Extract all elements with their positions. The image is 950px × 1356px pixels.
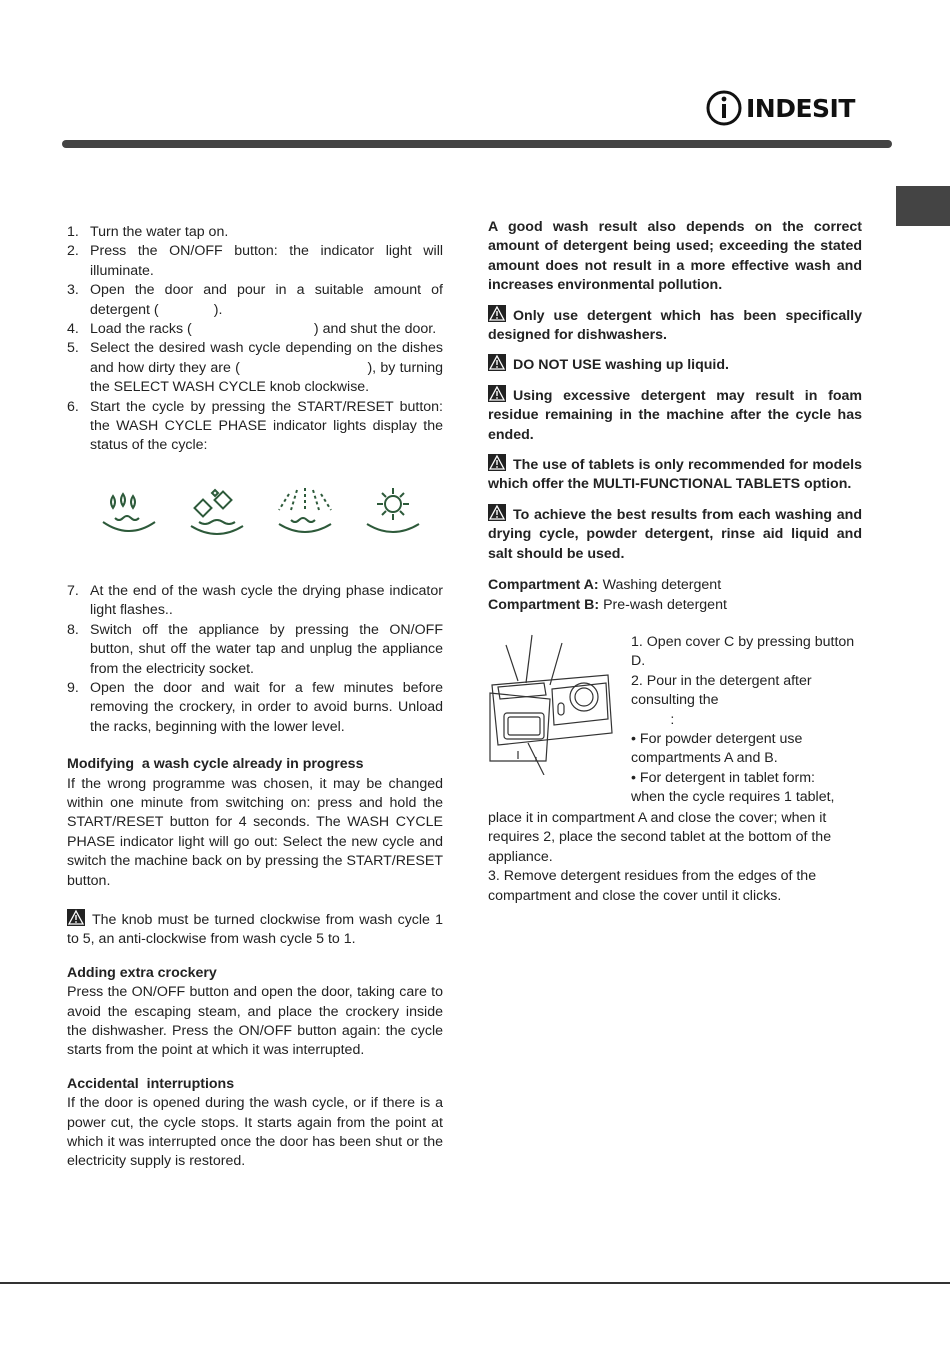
drying-sun-icon bbox=[361, 484, 425, 540]
finish-steps-list bbox=[67, 582, 443, 737]
list-item: 9. Open the door and wait for a few minutes before removing the crockery, in order to avoid burns. Unload the racks, beginning with the lower level. bbox=[67, 679, 443, 735]
warning-icon bbox=[488, 385, 506, 402]
rinse-spray-icon bbox=[273, 484, 337, 540]
dispenser-instructions: 1. Open cover C by pressing button D. 2. Pour in the detergent after consulting the : • For powder detergent use compartments A and B. • For detergent in tablet form: when the cycle requires 1 tablet, bbox=[631, 633, 855, 806]
adding-paragraph: Press the ON/OFF button and open the door, taking care to avoid the escaping steam, and place the crockery inside the dishwasher. Press the ON/OFF button again: the cycle starts from the point at which it was interrupted. bbox=[67, 984, 443, 1059]
brand-name: INDESIT bbox=[746, 93, 855, 123]
detergent-intro: A good wash result also depends on the correct amount of detergent being used; exceeding the stated amount does not result in a more effective wash and increases environmental pollution. bbox=[488, 219, 862, 294]
footer-rule bbox=[0, 1282, 950, 1284]
right-column bbox=[488, 218, 862, 906]
warning-icon bbox=[488, 354, 506, 371]
interruptions-paragraph: If the door is opened during the wash cycle, or if there is a power cut, the cycle stops. It starts again from the point at which it was interrupted once the door has been shut or the electricity supply is restored. bbox=[67, 1095, 443, 1170]
list-item: 7. At the end of the wash cycle the drying phase indicator light flashes.. bbox=[67, 582, 443, 619]
prewash-drops-icon bbox=[97, 484, 161, 540]
warning-icon bbox=[488, 454, 506, 471]
warning-icon bbox=[488, 504, 506, 521]
header-rule bbox=[62, 140, 892, 148]
section-heading-interruptions: Accidental interruptions bbox=[67, 1075, 235, 1092]
wash-detergent-icon bbox=[185, 484, 249, 540]
knob-warning-note: The knob must be turned clockwise from wash cycle 1 to 5, an anti-clockwise from wash cycle 5 to 1. bbox=[67, 909, 443, 950]
warning-icon bbox=[67, 909, 85, 926]
warning-item: The use of tablets is only recommended for models which offer the MULTI-FUNCTIONAL TABLETS option. bbox=[488, 454, 862, 495]
list-item: 8. Switch off the appliance by pressing the ON/OFF button, shut off the water tap and unplug the appliance from the electricity socket. bbox=[67, 621, 443, 677]
modify-paragraph: If the wrong programme was chosen, it may be changed within one minute from switching on: press and hold the START/RESET button for 4 seconds. The WASH CYCLE PHASE indicator light will go out: Select the new cycle and switch the machine back on by pressing the START/RESET button. bbox=[67, 775, 443, 889]
tablet-instructions: place it in compartment A and close the cover; when it requires 2, place the second tablet at the bottom of the appliance. bbox=[488, 809, 832, 865]
compartment-a: Compartment A: Washing detergent bbox=[488, 577, 722, 594]
list-item: 3. Open the door and pour in a suitable amount of detergent ( ). bbox=[67, 282, 447, 318]
warning-item: Using excessive detergent may result in foam residue remaining in the machine after the cycle has ended. bbox=[488, 385, 862, 445]
compartment-b: Compartment B: Pre-wash detergent bbox=[488, 596, 727, 613]
list-item: 6. Start the cycle by pressing the START/RESET button: the WASH CYCLE PHASE indicator lights display the status of the cycle: bbox=[67, 398, 443, 454]
list-item: 5. Select the desired wash cycle depending on the dishes and how dirty they are ( ), by turning the SELECT WASH CYCLE knob clockwise. bbox=[67, 340, 447, 396]
warning-item: To achieve the best results from each washing and drying cycle, powder detergent, rinse aid liquid and salt should be used. bbox=[488, 504, 862, 564]
cleanup-instructions: 3. Remove detergent residues from the edges of the compartment and close the cover until it clicks. bbox=[488, 868, 817, 904]
start-steps-list bbox=[67, 223, 447, 456]
list-item: 2. Press the ON/OFF button: the indicator light will illuminate. bbox=[67, 243, 443, 279]
warning-item: DO NOT USE washing up liquid. bbox=[488, 354, 862, 375]
section-heading-adding: Adding extra crockery bbox=[67, 964, 217, 981]
indesit-logo-icon bbox=[706, 90, 742, 126]
dispenser-section bbox=[488, 633, 862, 809]
list-item: 4. Load the racks ( ) and shut the door. bbox=[67, 321, 437, 338]
section-tab bbox=[896, 186, 950, 226]
section-heading-modify: Modifying a wash cycle already in progress bbox=[67, 756, 364, 773]
brand-logo bbox=[706, 88, 855, 128]
warning-icon bbox=[488, 305, 506, 322]
detergent-dispenser-illustration bbox=[488, 633, 618, 775]
wash-phase-indicators bbox=[67, 484, 443, 544]
left-column bbox=[67, 223, 447, 1172]
list-item: 1. Turn the water tap on. bbox=[67, 224, 229, 240]
warning-item: Only use detergent which has been specifically designed for dishwashers. bbox=[488, 305, 862, 346]
